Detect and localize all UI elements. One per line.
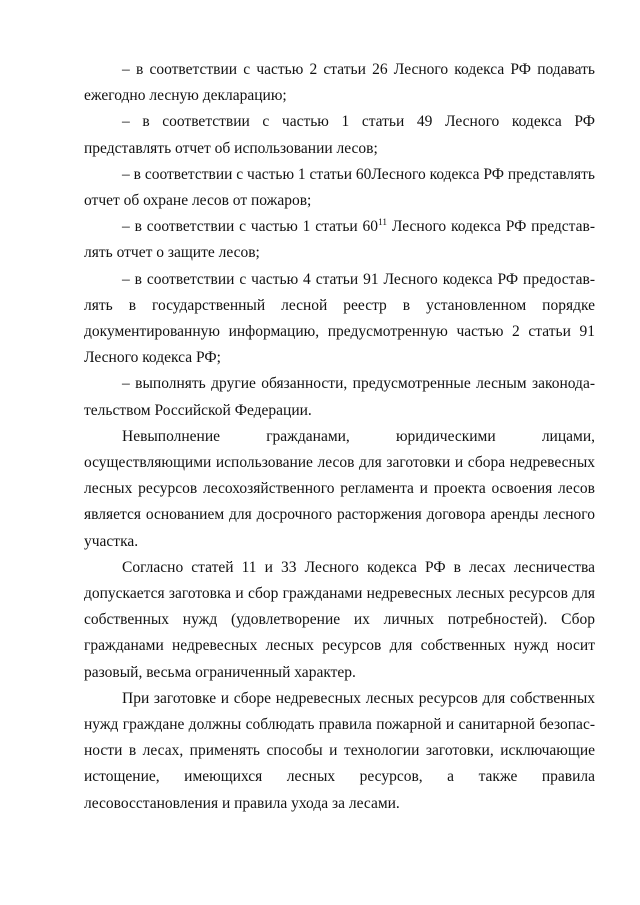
superscript-article-number: 11	[378, 218, 388, 229]
paragraph-duty-forest-protection-report: – в соответствии с частью 1 статьи $60^{11}$ Лесного кодекса РФ представлять отчет о защите лесов;	[84, 218, 595, 262]
paragraph-non-compliance: Невыполнение гражданами, юридическими лицами, осуществляющими использование лесов для заготовки и сбора недревесных лесных ресурсов лесохозяйственного регламента и проекта освоения лесов является основанием для досрочного расторжения договора аренды лесного участка.	[84, 427, 595, 550]
paragraph-harvesting-rules: При заготовке и сборе недревесных лесных ресурсов для собственных нужд граждане должны соблюдать правила пожарной и санитарной безопасности в лесах, применять способы и технологии заготовки, исключающие истощение, имеющихся лесных ресурсов, а также правила лесовосстановления и правила ухода за лесами.	[84, 689, 595, 812]
paragraph-duty-forest-declaration: – в соответствии с частью 2 статьи 26 Лесного кодекса РФ подавать ежегодно лесную декларацию;	[84, 61, 595, 105]
paragraph-duty-usage-report: – в соответствии с частью 1 статьи 49 Лесного кодекса РФ представлять отчет об использовании лесов;	[84, 113, 595, 157]
paragraph-duty-fire-protection-report: – в соответствии с частью 1 статьи 60Лесного кодекса РФ представлять отчет об охране лесов от пожаров;	[84, 165, 595, 210]
paragraph-duty-other: – выполнять другие обязанности, предусмотренные лесным законодательством Российской Федерации.	[84, 375, 595, 419]
paragraph-own-needs-harvesting: Согласно статей 11 и 33 Лесного кодекса РФ в лесах лесничества допускается заготовка и сбор гражданами недревесных лесных ресурсов для собственных нужд (удовлетворение их личных потребностей). Сбор гражданами недревесных лесных ресурсов для собственных нужд носит разовый, весьма ограниченный характер.	[84, 558, 595, 681]
paragraph-duty-forest-registry: – в соответствии с частью 4 статьи 91 Лесного кодекса РФ предоставлять в государственный лесной реестр в установленном порядке документированную информацию, предусмотренную частью 2 статьи 91 Лесного кодекса РФ;	[84, 270, 595, 367]
document-body	[84, 57, 595, 817]
